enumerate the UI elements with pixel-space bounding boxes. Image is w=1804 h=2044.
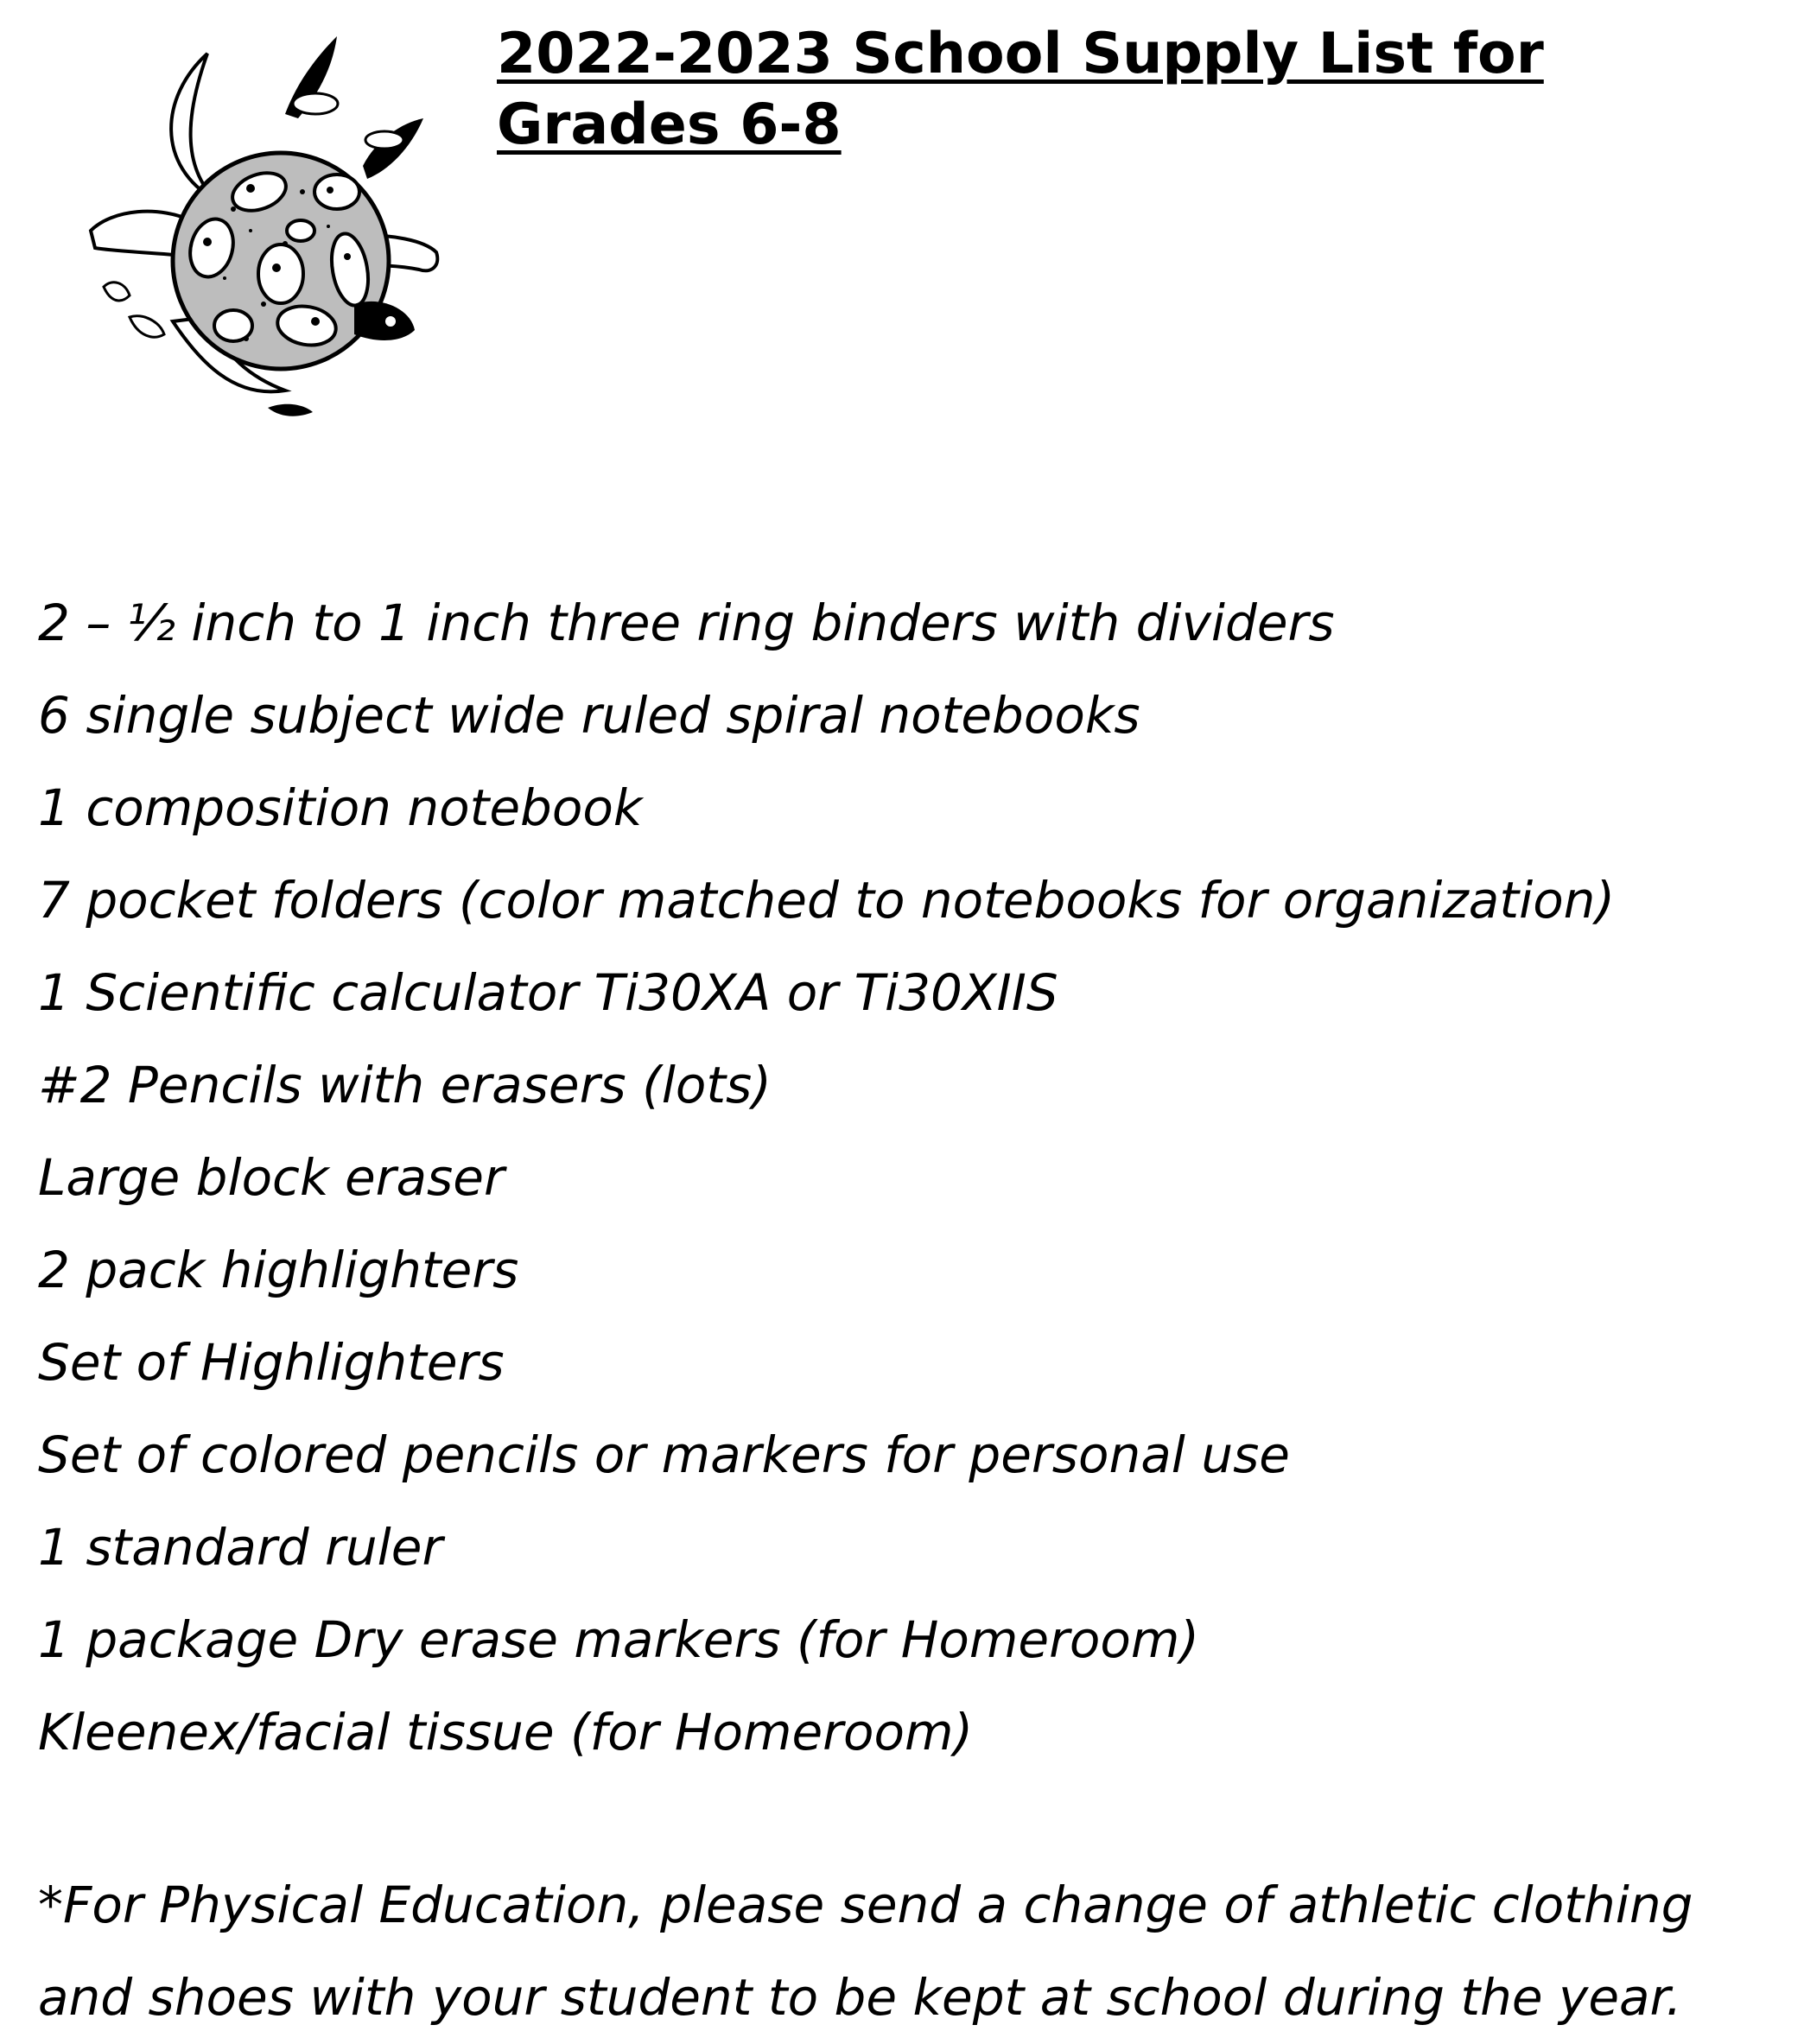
pe-note <box>38 1859 1783 2044</box>
supply-item-colored-pencils: Set of colored pencils or markers for personal use <box>38 1425 1290 1484</box>
supply-item-highlighters-pack: 2 pack highlighters <box>38 1241 519 1299</box>
supply-item-pencils: #2 Pencils with erasers (lots) <box>38 1056 772 1114</box>
supply-item-highlighters-set: Set of Highlighters <box>38 1333 505 1392</box>
supply-item-spiral-notebooks: 6 single subject wide ruled spiral notebooks <box>38 686 1140 745</box>
supply-item-pocket-folders: 7 pocket folders (color matched to notebooks for organization) <box>38 871 1616 930</box>
page-title <box>497 19 1750 161</box>
supply-item-tissue: Kleenex/facial tissue (for Homeroom) <box>38 1703 974 1762</box>
pe-note-line-1: *For Physical Education, please send a change of athletic clothing <box>38 1876 1693 1934</box>
school-logo <box>78 19 458 425</box>
supply-item-binders: 2 – ½ inch to 1 inch three ring binders with dividers <box>38 594 1335 652</box>
supply-list <box>38 577 1766 1779</box>
supply-item-dry-erase-markers: 1 package Dry erase markers (for Homeroom) <box>38 1610 1200 1669</box>
turtle-globe-icon <box>78 19 458 425</box>
title-line-1: 2022-2023 School Supply List for <box>497 22 1544 86</box>
supply-item-block-eraser: Large block eraser <box>38 1148 505 1207</box>
title-line-2: Grades 6-8 <box>497 92 842 157</box>
pe-note-line-2: and shoes with your student to be kept at school during the year. <box>38 1968 1682 2027</box>
supply-item-calculator: 1 Scientific calculator Ti30XA or Ti30XIIS <box>38 963 1058 1022</box>
supply-item-ruler: 1 standard ruler <box>38 1518 443 1577</box>
supply-item-composition-notebook: 1 composition notebook <box>38 778 643 837</box>
